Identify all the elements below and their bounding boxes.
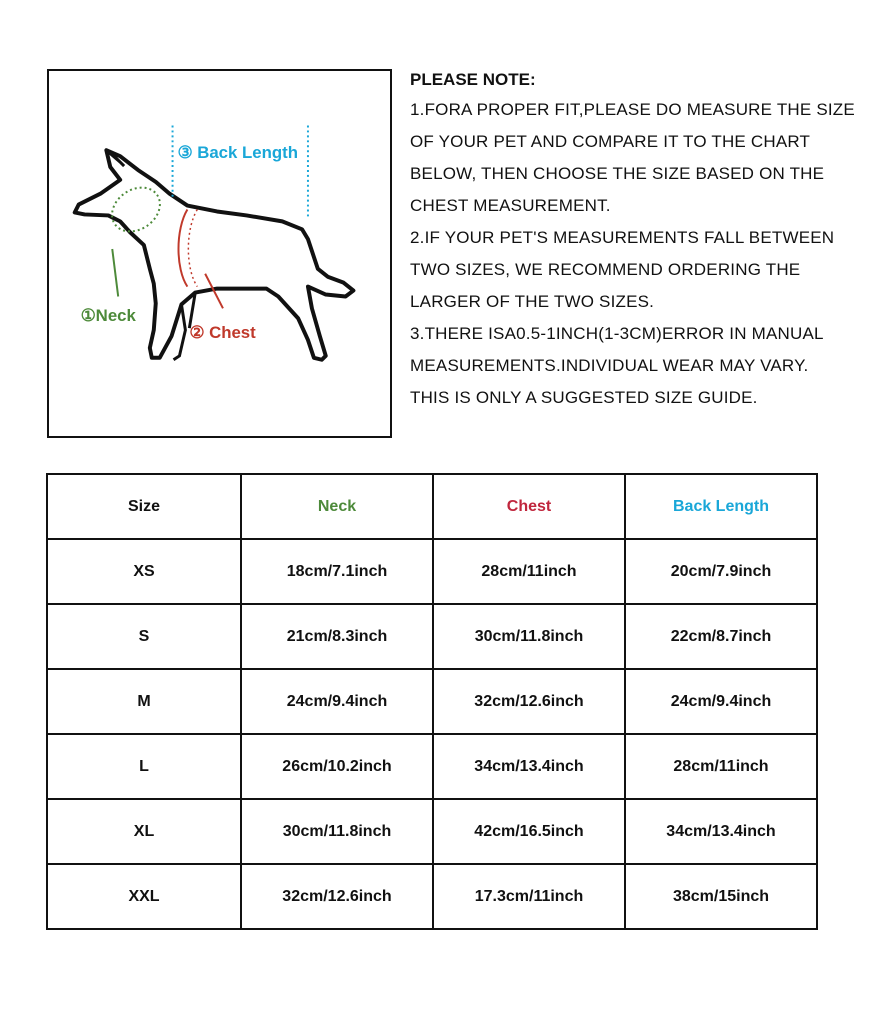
table-header-row [47, 474, 817, 539]
cell-size: XXL [47, 864, 241, 929]
cell-neck: 32cm/12.6inch [241, 864, 433, 929]
note-line: CHEST MEASUREMENT. [410, 196, 611, 215]
note-line: TWO SIZES, WE RECOMMEND ORDERING THE [410, 260, 801, 279]
table-row [47, 799, 817, 864]
cell-neck: 24cm/9.4inch [241, 669, 433, 734]
chest-label: ② Chest [189, 323, 256, 343]
header-chest: Chest [433, 474, 625, 539]
note-line: THIS IS ONLY A SUGGESTED SIZE GUIDE. [410, 388, 758, 407]
cell-size: XS [47, 539, 241, 604]
cell-neck: 30cm/11.8inch [241, 799, 433, 864]
size-chart-table [46, 473, 818, 930]
header-neck: Neck [241, 474, 433, 539]
note-line: 2.IF YOUR PET'S MEASUREMENTS FALL BETWEEN [410, 228, 835, 247]
cell-neck: 26cm/10.2inch [241, 734, 433, 799]
cell-chest: 42cm/16.5inch [433, 799, 625, 864]
header-back-length: Back Length [625, 474, 817, 539]
chest-marker [178, 210, 187, 287]
cell-back-length: 20cm/7.9inch [625, 539, 817, 604]
cell-back-length: 38cm/15inch [625, 864, 817, 929]
cell-chest: 34cm/13.4inch [433, 734, 625, 799]
cell-size: M [47, 669, 241, 734]
note-line: OF YOUR PET AND COMPARE IT TO THE CHART [410, 132, 811, 151]
note-line: 3.THERE ISA0.5-1INCH(1-3CM)ERROR IN MANUAL [410, 324, 824, 343]
cell-neck: 21cm/8.3inch [241, 604, 433, 669]
chest-marker-dotted [188, 210, 197, 287]
cell-chest: 30cm/11.8inch [433, 604, 625, 669]
table-row [47, 669, 817, 734]
cell-size: S [47, 604, 241, 669]
back-length-label: ③ Back Length [177, 143, 299, 163]
neck-pointer [112, 249, 118, 296]
note-line: BELOW, THEN CHOOSE THE SIZE BASED ON THE [410, 164, 825, 183]
cell-size: L [47, 734, 241, 799]
cell-chest: 17.3cm/11inch [433, 864, 625, 929]
header-size: Size [47, 474, 241, 539]
cell-back-length: 28cm/11inch [625, 734, 817, 799]
dog-illustration [49, 71, 390, 436]
cell-back-length: 22cm/8.7inch [625, 604, 817, 669]
neck-marker [104, 179, 169, 241]
neck-label: ①Neck [80, 306, 136, 326]
table-row [47, 864, 817, 929]
cell-back-length: 24cm/9.4inch [625, 669, 817, 734]
cell-size: XL [47, 799, 241, 864]
note-line: MEASUREMENTS.INDIVIDUAL WEAR MAY VARY. [410, 356, 809, 375]
table-row [47, 734, 817, 799]
note-line: LARGER OF THE TWO SIZES. [410, 292, 655, 311]
note-line: 1.FORA PROPER FIT,PLEASE DO MEASURE THE SIZE [410, 100, 855, 119]
table-row [47, 604, 817, 669]
please-note-section [410, 66, 855, 414]
cell-neck: 18cm/7.1inch [241, 539, 433, 604]
note-title: PLEASE NOTE: [410, 70, 536, 89]
cell-back-length: 34cm/13.4inch [625, 799, 817, 864]
cell-chest: 32cm/12.6inch [433, 669, 625, 734]
measurement-diagram [47, 69, 392, 438]
cell-chest: 28cm/11inch [433, 539, 625, 604]
table-row [47, 539, 817, 604]
